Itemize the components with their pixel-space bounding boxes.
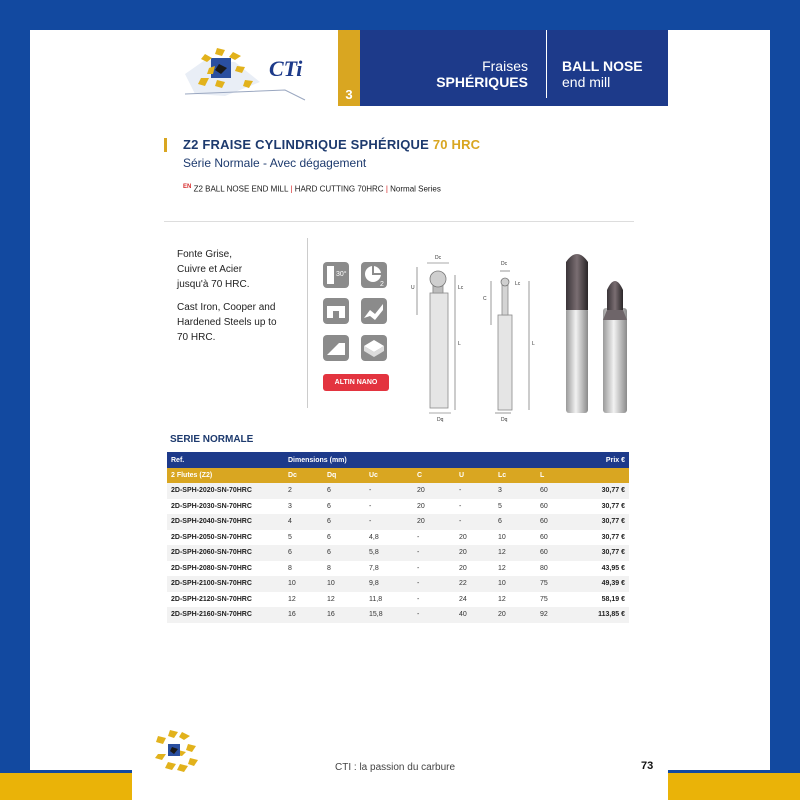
en-part1: Z2 BALL NOSE END MILL (193, 184, 289, 194)
en-separator-2: | (385, 184, 388, 194)
cell-ref: 2D-SPH-2040-SN-70HRC (167, 514, 284, 530)
subheader-flutes: 2 Flutes (Z2) (167, 468, 284, 483)
cell-price: 30,77 € (574, 514, 629, 530)
cell-price: 113,85 € (574, 607, 629, 623)
footer-logo-icon (152, 728, 202, 776)
cell-price: 30,77 € (601, 502, 625, 510)
cell-ref: 2D-SPH-2030-SN-70HRC (171, 502, 252, 510)
category-en-line2: end mill (562, 74, 611, 90)
profiling-icon (361, 298, 387, 324)
chapter-tab (338, 30, 360, 106)
en-tag: EN (183, 184, 192, 190)
product-title (183, 137, 480, 152)
cell-l: 75 (540, 595, 548, 603)
table-row (167, 483, 629, 499)
cell-uc: 11,8 (369, 595, 383, 603)
cell-price: 30,77 € (574, 545, 629, 561)
table-row (167, 576, 629, 592)
table-row (167, 499, 629, 515)
header-divider (546, 30, 547, 98)
table-header-row (167, 452, 629, 468)
description-fr (177, 247, 297, 292)
label-lc-2: Lc (515, 281, 521, 287)
cell-c: 20 (413, 483, 455, 499)
cti-logo (165, 34, 338, 106)
subheader-dq: Dq (323, 468, 365, 483)
flute-count-label: 2 (380, 281, 384, 288)
cell-uc: - (365, 514, 413, 530)
cell-u: 20 (455, 545, 494, 561)
label-dc-2: Dc (501, 261, 508, 267)
cell-dc: 10 (284, 576, 323, 592)
cell-ref: 2D-SPH-2160-SN-70HRC (167, 607, 284, 623)
footer-slogan: CTI : la passion du carbure (335, 762, 456, 773)
cell-lc: 10 (498, 533, 506, 541)
cell-c: 20 (413, 514, 455, 530)
label-u-1: U (411, 285, 415, 291)
subheader-lc: Lc (494, 468, 536, 483)
cell-lc: 12 (494, 545, 536, 561)
category-en (562, 58, 643, 90)
title-accent-bar (164, 138, 167, 152)
cell-lc: 12 (498, 595, 506, 603)
cell-c: - (417, 533, 420, 541)
chapter-number: 3 (345, 87, 353, 102)
cell-u: 20 (459, 533, 467, 541)
cell-dq: 10 (323, 576, 365, 592)
subheader-dc: Dc (284, 468, 323, 483)
subheader-price (574, 468, 629, 483)
cell-u: - (455, 514, 494, 530)
cell-l: 80 (540, 564, 548, 572)
subheader-uc: Uc (365, 468, 413, 483)
cell-lc: 12 (498, 564, 506, 572)
cell-c: - (417, 564, 420, 572)
table-row (167, 514, 629, 530)
description-fr-line2: Cuivre et Acier (177, 264, 243, 275)
table-row (167, 607, 629, 623)
subheader-c: C (413, 468, 455, 483)
cell-dc: 12 (288, 595, 296, 603)
description-en (177, 300, 297, 345)
cell-c: - (417, 595, 420, 603)
cell-u: 24 (459, 595, 467, 603)
cell-uc: - (369, 502, 372, 510)
en-separator-1: | (290, 184, 293, 194)
cell-ref: 2D-SPH-2120-SN-70HRC (171, 595, 252, 603)
cell-l: 60 (540, 502, 548, 510)
label-lc-1: Lc (458, 285, 464, 291)
cell-dq: 8 (327, 564, 331, 572)
header-price: Prix € (574, 452, 629, 468)
cell-ref: 2D-SPH-2020-SN-70HRC (167, 483, 284, 499)
english-title-line (183, 184, 441, 194)
flute-count-icon (361, 262, 387, 288)
coating-badge: ALTIN NANO (323, 374, 389, 391)
helix-angle-icon (323, 262, 349, 288)
header-dimensions: Dimensions (mm) (284, 452, 574, 468)
cell-l: 60 (536, 545, 574, 561)
cell-uc: 4,8 (369, 533, 379, 541)
category-en-line1: BALL NOSE (562, 58, 643, 74)
cell-dc: 6 (284, 545, 323, 561)
en-part3: Normal Series (390, 184, 441, 194)
description-en-line2: Hardened Steels up to (177, 317, 277, 328)
cell-dc: 5 (288, 533, 292, 541)
cell-dc: 8 (288, 564, 292, 572)
cell-l: 92 (536, 607, 574, 623)
description-en-line3: 70 HRC. (177, 332, 216, 343)
cell-l: 60 (540, 533, 548, 541)
cell-uc: 9,8 (365, 576, 413, 592)
cell-c: - (413, 545, 455, 561)
cell-price: 30,77 € (601, 533, 625, 541)
cell-lc: 6 (494, 514, 536, 530)
cell-price: 49,39 € (574, 576, 629, 592)
description-fr-line3: jusqu'à 70 HRC. (177, 279, 250, 290)
description-en-line1: Cast Iron, Cooper and (177, 302, 276, 313)
bottom-white-strip (132, 770, 668, 800)
cell-dc: 3 (288, 502, 292, 510)
cell-lc: 10 (494, 576, 536, 592)
subheader-u: U (455, 468, 494, 483)
cell-l: 60 (536, 483, 574, 499)
cell-dq: 6 (323, 514, 365, 530)
subheader-l: L (536, 468, 574, 483)
label-c-2: C (483, 296, 487, 302)
price-table (167, 452, 629, 623)
page-number: 73 (641, 760, 654, 772)
table-row (167, 530, 629, 546)
cell-lc: 5 (498, 502, 502, 510)
cell-u: - (455, 483, 494, 499)
table-subheader-row (167, 468, 629, 483)
cell-u: 40 (455, 607, 494, 623)
pocketing-icon (361, 335, 387, 361)
product-title-hrc: 70 HRC (432, 137, 481, 152)
section-divider (164, 221, 634, 222)
cell-price: 30,77 € (574, 483, 629, 499)
header-ref: Ref. (167, 452, 284, 468)
cell-dq: 6 (327, 502, 331, 510)
ramping-icon (323, 335, 349, 361)
cell-c: - (413, 576, 455, 592)
label-dq-2: Dq (501, 417, 508, 423)
cell-u: 20 (459, 564, 467, 572)
category-fr (436, 58, 528, 90)
table-row (167, 545, 629, 561)
category-fr-line1: Fraises (482, 58, 528, 74)
label-dc-1: Dc (435, 255, 442, 261)
category-fr-line2: SPHÉRIQUES (436, 74, 528, 90)
cell-lc: 20 (494, 607, 536, 623)
end-mill-photo (555, 248, 635, 418)
description-divider (307, 238, 308, 408)
cell-uc: - (365, 483, 413, 499)
cell-ref: 2D-SPH-2050-SN-70HRC (171, 533, 252, 541)
cell-dq: 6 (323, 483, 365, 499)
cell-uc: 15,8 (365, 607, 413, 623)
table-row (167, 592, 629, 608)
cell-uc: 5,8 (365, 545, 413, 561)
label-l-1: L (458, 341, 461, 347)
cell-dc: 16 (284, 607, 323, 623)
technical-drawing (405, 245, 545, 430)
product-title-main: Z2 FRAISE CYLINDRIQUE SPHÉRIQUE (183, 137, 430, 152)
cell-price: 43,95 € (601, 564, 625, 572)
helix-angle-label: 30° (336, 271, 347, 278)
table-row (167, 561, 629, 577)
cell-ref: 2D-SPH-2080-SN-70HRC (171, 564, 252, 572)
cell-uc: 7,8 (369, 564, 379, 572)
product-subtitle: Série Normale - Avec dégagement (183, 156, 367, 170)
cell-u: - (459, 502, 462, 510)
cell-dc: 2 (284, 483, 323, 499)
slotting-icon (323, 298, 349, 324)
cell-dq: 12 (327, 595, 335, 603)
cell-c: - (413, 607, 455, 623)
cell-dq: 16 (323, 607, 365, 623)
cell-l: 75 (536, 576, 574, 592)
cell-ref: 2D-SPH-2060-SN-70HRC (167, 545, 284, 561)
cell-dq: 6 (327, 533, 331, 541)
cell-dq: 6 (323, 545, 365, 561)
cell-c: 20 (417, 502, 425, 510)
label-l-2: L (532, 341, 535, 347)
logo-text: CTi (269, 56, 303, 81)
table-section-title: SERIE NORMALE (170, 434, 254, 445)
description-fr-line1: Fonte Grise, (177, 249, 233, 260)
cell-l: 60 (536, 514, 574, 530)
cell-u: 22 (455, 576, 494, 592)
cell-dc: 4 (284, 514, 323, 530)
header-bar (360, 30, 668, 106)
cell-ref: 2D-SPH-2100-SN-70HRC (167, 576, 284, 592)
cell-price: 58,19 € (601, 595, 625, 603)
cell-lc: 3 (494, 483, 536, 499)
en-part2: HARD CUTTING 70HRC (294, 184, 384, 194)
label-dq-1: Dq (437, 417, 444, 423)
